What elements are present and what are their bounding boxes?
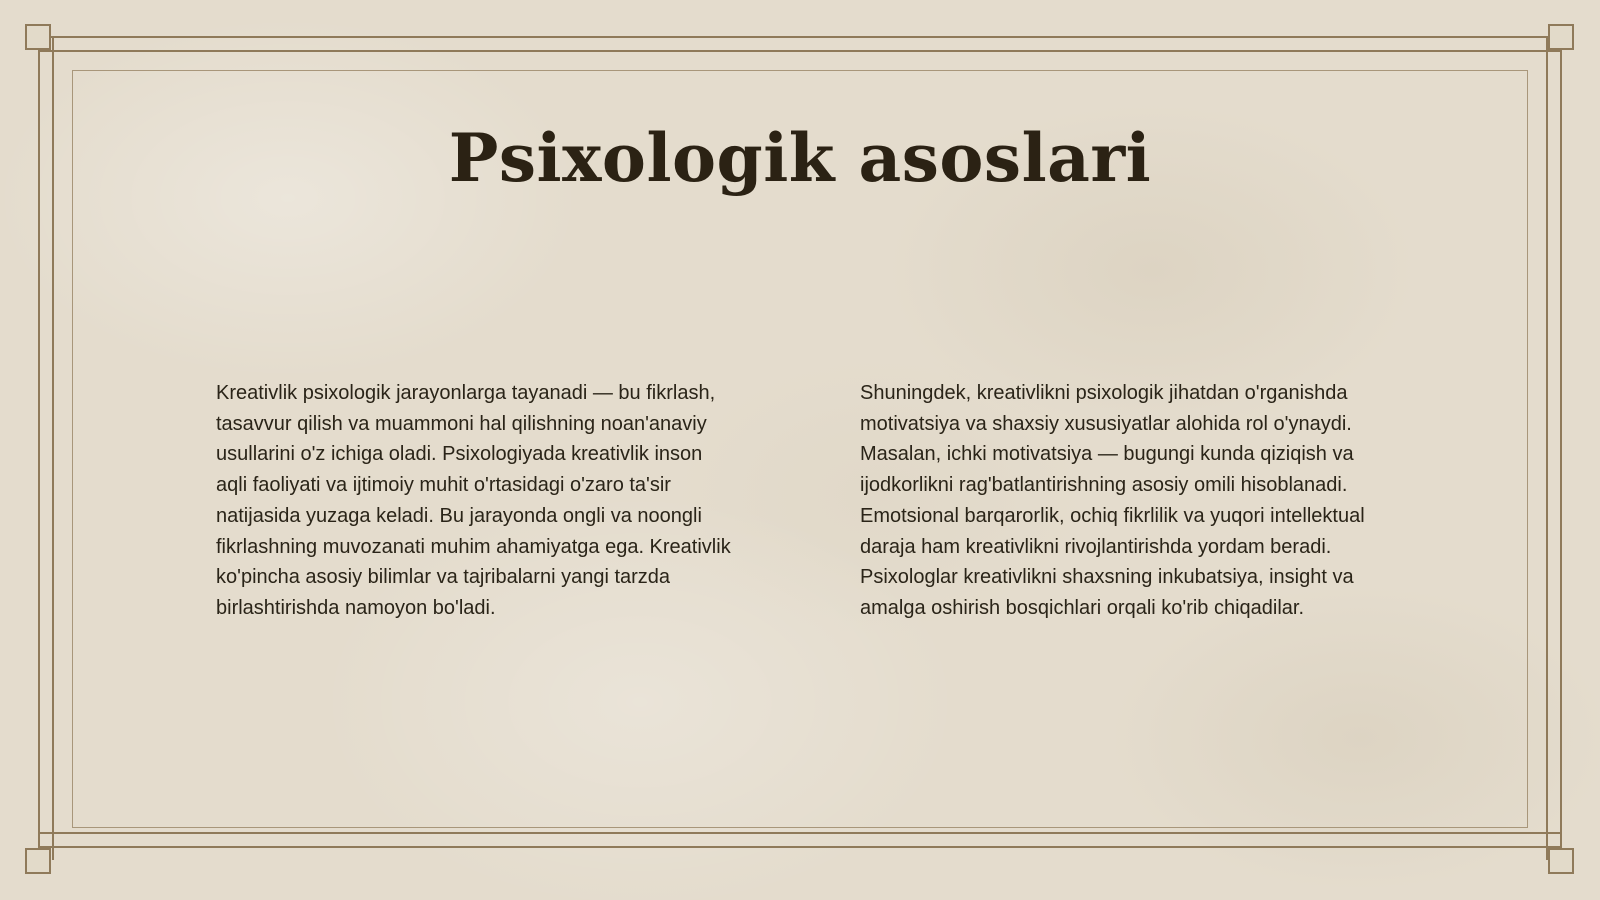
paragraph-left: Kreativlik psixologik jarayonlarga tayanadi — bu fikrlash, tasavvur qilish va muammoni hal qilishning noan'anaviy usullarini o'z ichiga oladi. Psixologiyada kreativlik inson aqli faoliyati va ijtimoiy muhit o'rtasidagi o'zaro ta'sir natijasida yuzaga keladi. Bu jarayonda ongli va noongli fikrlashning muvozanati muhim ahamiyatga ega. Kreativlik ko'pincha asosiy bilimlar va tajribalarni yangi tarzda birlashtirishda namoyon bo'ladi. xyxy=(216,382,731,619)
frame-top-line-inner xyxy=(38,50,1562,52)
slide-title: Psixologik asoslari xyxy=(448,119,1152,197)
frame-corner-bottom-left xyxy=(25,848,51,874)
paragraph-right: Shuningdek, kreativlikni psixologik jihatdan o'rganishda motivatsiya va shaxsiy xususiyatlar alohida rol o'ynaydi. Masalan, ichki motivatsiya — bugungi kunda qiziqish va ijodkorlikni rag'batlantirishning asosiy omili hisoblanadi. Emotsional barqarorlik, ochiq fikrlilik va yuqori intellektual daraja ham kreativlikni rivojlantirishda yordam beradi. Psixologlar kreativlikni shaxsning inkubatsiya, insight va amalga oshirish bosqichlari orqali ko'rib chiqadilar. xyxy=(860,382,1365,619)
frame-corner-bottom-right xyxy=(1548,848,1574,874)
frame-bottom-line-inner xyxy=(38,832,1562,834)
frame-top-line xyxy=(38,36,1562,38)
frame-corner-top-left xyxy=(25,24,51,50)
frame-corner-top-right xyxy=(1548,24,1574,50)
frame-bottom-line xyxy=(38,846,1562,848)
